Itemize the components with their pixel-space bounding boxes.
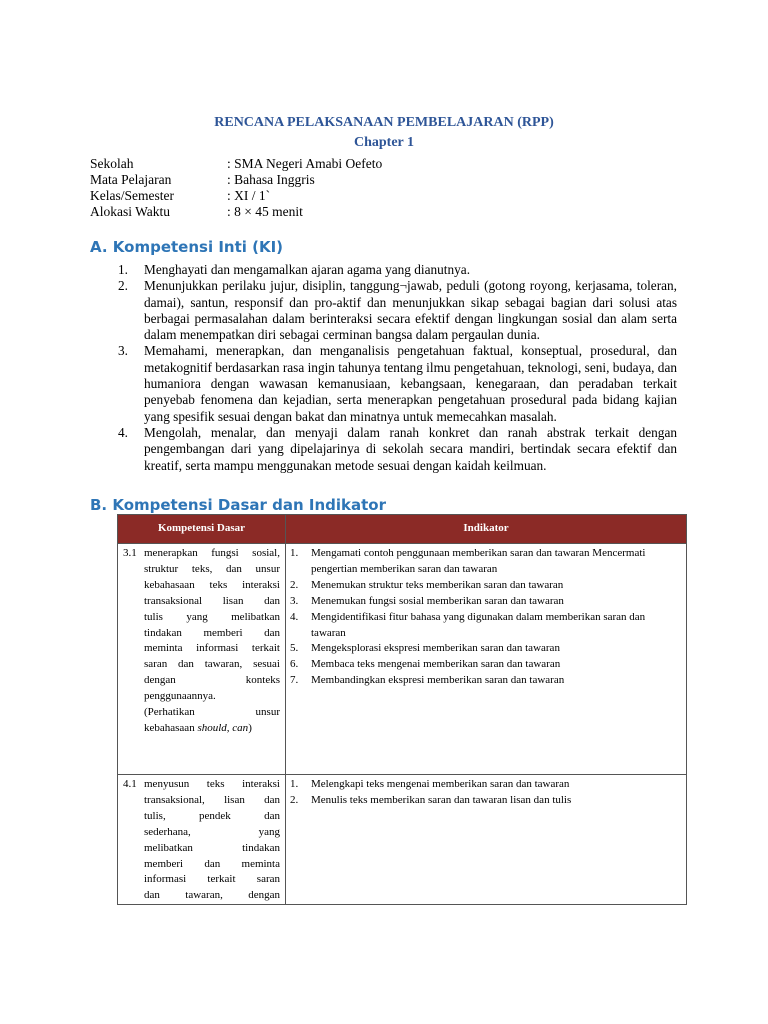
list-item xyxy=(290,793,680,809)
kd-cell xyxy=(118,544,286,775)
info-row-subject xyxy=(90,172,382,188)
info-value: : SMA Negeri Amabi Oefeto xyxy=(227,156,383,171)
kd-line: transaksional lisan dan xyxy=(144,594,280,607)
indicator-text: Mengidentifikasi fitur bahasa yang digunakan dalam memberikan saran dan tawaran xyxy=(311,610,646,639)
kd-line-prefix: kebahasaan xyxy=(144,721,198,734)
kd-line: sederhana, yang xyxy=(144,825,280,838)
list-item xyxy=(290,673,680,689)
list-text: Menunjukkan perilaku jujur, disiplin, tanggung¬jawab, peduli (gotong royong, kerjasama, toleran, damai), santun, responsif dan pro-aktif dan menunjukkan sikap sebagai bagian dari solusi atas berbagai permasalahan dalam berinteraksi secara efektif dengan lingkungan sosial dan alam serta dalam menempatkan diri sebagai cerminan bangsa dalam pergaulan dunia. xyxy=(144,278,677,343)
kd-line: saran dan tawaran, sesuai xyxy=(144,658,280,671)
kd-text xyxy=(144,777,280,904)
indicator-cell xyxy=(286,775,687,905)
info-label: Mata Pelajaran xyxy=(90,172,172,187)
list-number: 4. xyxy=(118,424,128,440)
indicator-text: Mengamati contoh penggunaan memberikan saran dan tawaran Mencermati pengertian memberikan saran dan tawaran xyxy=(311,547,646,575)
list-item xyxy=(290,777,680,793)
list-item xyxy=(290,594,680,610)
info-label: Sekolah xyxy=(90,156,134,171)
indicator-text: Melengkapi teks mengenai memberikan saran dan tawaran xyxy=(311,778,570,790)
kd-line: menyusun teks interaksi xyxy=(144,778,280,790)
indicator-number: 4. xyxy=(290,610,299,623)
indicator-number: 7. xyxy=(290,674,299,687)
indicator-text: Membandingkan ekspresi memberikan saran dan tawaran xyxy=(311,674,565,687)
indicator-number: 6. xyxy=(290,658,299,671)
list-item xyxy=(290,610,680,642)
kd-line: informasi terkait saran xyxy=(144,873,280,886)
section-b-title: B. Kompetensi Dasar dan Indikator xyxy=(90,496,386,514)
kd-line: melibatkan tindakan xyxy=(144,841,280,854)
kd-cell xyxy=(118,775,286,905)
identity-block xyxy=(90,156,382,220)
list-item xyxy=(118,425,677,474)
indicator-text: Menemukan struktur teks memberikan saran dan tawaran xyxy=(311,578,564,591)
indicator-number: 2. xyxy=(290,793,299,806)
table-row xyxy=(118,775,687,905)
indicator-number: 1. xyxy=(290,778,299,790)
indicator-number: 5. xyxy=(290,642,299,655)
indicator-text: Mengeksplorasi ekspresi memberikan saran dan tawaran xyxy=(311,642,560,655)
indicator-text: Membaca teks mengenai memberikan saran dan tawaran xyxy=(311,658,561,671)
kd-number: 4.1 xyxy=(123,778,137,790)
indicator-text: Menulis teks memberikan saran dan tawaran lisan dan tulis xyxy=(311,793,572,806)
kd-line: tulis yang melibatkan xyxy=(144,610,280,623)
list-number: 3. xyxy=(118,343,128,359)
list-item xyxy=(290,578,680,594)
header-indikator: Indikator xyxy=(286,515,687,544)
kd-line: (Perhatikan unsur xyxy=(144,706,280,719)
kd-line: penggunaannya. xyxy=(144,690,216,703)
kompetensi-inti-list xyxy=(118,262,677,474)
section-a-title: A. Kompetensi Inti (KI) xyxy=(90,238,284,256)
indicator-number: 3. xyxy=(290,594,299,607)
competency-table xyxy=(117,514,687,905)
info-row-time xyxy=(90,204,382,220)
kd-line: dan tawaran, dengan xyxy=(144,889,280,902)
info-row-class xyxy=(90,188,382,204)
list-item xyxy=(118,278,677,343)
kd-line: tindakan memberi dan xyxy=(144,626,280,639)
document-subtitle: Chapter 1 xyxy=(353,135,415,150)
kd-line: kebahasaan teks interaksi xyxy=(144,578,280,591)
indicator-list xyxy=(286,544,686,689)
list-text: Menghayati dan mengamalkan ajaran agama yang dianutnya. xyxy=(144,262,471,277)
kd-line: tulis, pendek dan xyxy=(144,809,280,822)
list-item xyxy=(290,657,680,673)
table-row xyxy=(118,544,687,775)
kd-line: meminta informasi terkait xyxy=(144,642,280,655)
kd-text xyxy=(144,546,280,737)
kd-line: memberi dan meminta xyxy=(144,857,280,870)
list-item xyxy=(118,343,677,424)
info-row-school xyxy=(90,156,382,172)
table-header-row xyxy=(118,515,687,544)
list-item xyxy=(290,546,680,578)
kd-line: transaksional, lisan dan xyxy=(144,793,280,806)
indicator-list xyxy=(286,775,686,809)
info-value: : 8 × 45 menit xyxy=(227,204,303,219)
kd-number: 3.1 xyxy=(123,547,137,559)
document-title: RENCANA PELAKSANAAN PEMBELAJARAN (RPP) xyxy=(214,115,554,130)
info-value: : XI / 1` xyxy=(227,188,271,203)
info-value: : Bahasa Inggris xyxy=(227,172,315,187)
info-label: Alokasi Waktu xyxy=(90,204,171,219)
kd-line: dengan konteks xyxy=(144,674,280,687)
kd-line: struktur teks, dan unsur xyxy=(144,562,280,575)
indicator-number: 1. xyxy=(290,547,299,559)
kd-line-suffix: ) xyxy=(248,721,252,734)
indicator-number: 2. xyxy=(290,578,299,591)
kd-line-italic: should, can xyxy=(197,721,249,734)
list-number: 2. xyxy=(118,278,128,294)
header-kompetensi-dasar: Kompetensi Dasar xyxy=(118,515,286,544)
info-label: Kelas/Semester xyxy=(90,188,174,203)
kd-line: menerapkan fungsi sosial, xyxy=(144,547,280,559)
kd-line xyxy=(144,721,280,737)
list-item xyxy=(118,262,677,278)
indicator-text: Menemukan fungsi sosial memberikan saran dan tawaran xyxy=(311,594,564,607)
list-text: Mengolah, menalar, dan menyaji dalam ranah konkret dan ranah abstrak terkait dengan pengembangan dari yang dipelajarinya di sekolah secara mandiri, bertindak secara efektif dan kreatif, serta mampu menggunakan metode sesuai dengan kaidah keilmuan. xyxy=(144,424,677,473)
list-item xyxy=(290,641,680,657)
indicator-cell xyxy=(286,544,687,775)
list-text: Memahami, menerapkan, dan menganalisis pengetahuan faktual, konseptual, prosedural, dan metakognitif berdasarkan rasa ingin tahunya tentang ilmu pengetahuan, teknologi, seni, budaya, dan humaniora dengan wawasan kemanusiaan, kebangsaan, kenegaraan, dan peradaban terkait penyebab fenomena dan kejadian, serta menerapkan pengetahuan prosedural pada bidang kajian yang spesifik sesuai dengan bakat dan minatnya untuk memecahkan masalah. xyxy=(144,343,677,424)
list-number: 1. xyxy=(118,262,128,277)
